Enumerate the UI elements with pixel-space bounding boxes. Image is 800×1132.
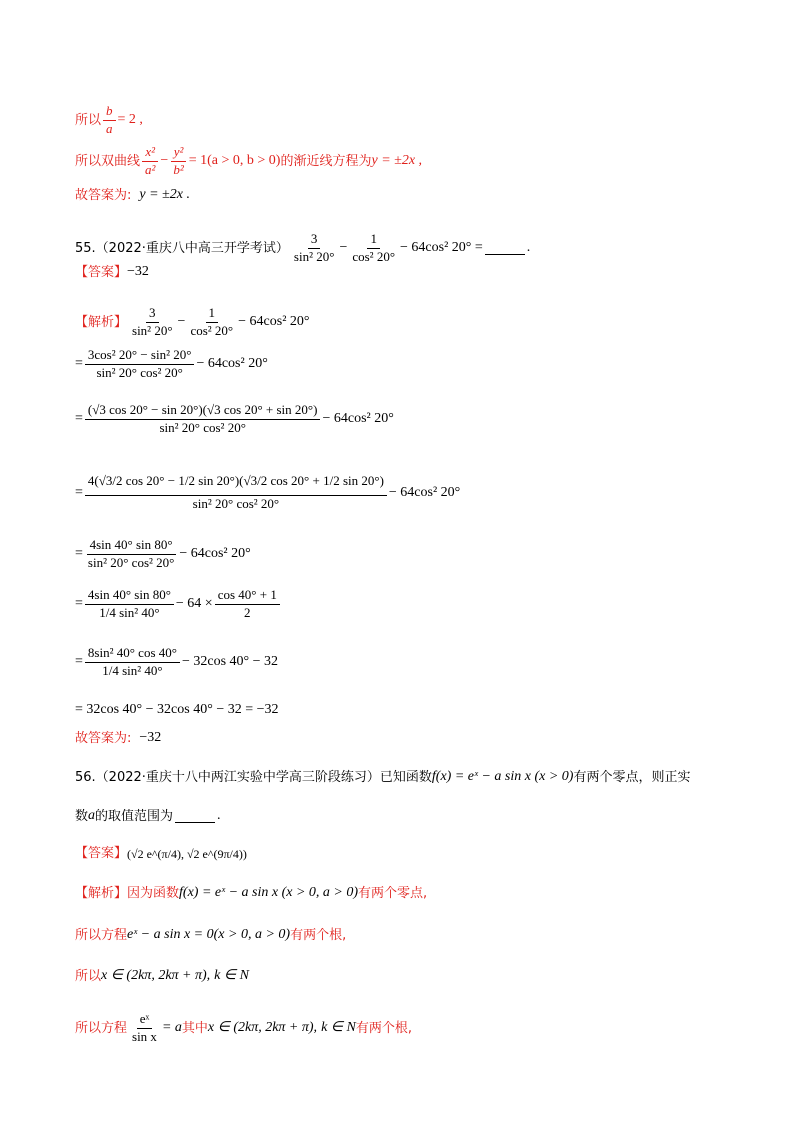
frac-den: sin² 20° cos² 20° (192, 495, 280, 511)
minus-sign: − (339, 240, 348, 256)
k-set: k ∈ N (214, 968, 249, 983)
eq: = a (161, 1020, 182, 1036)
text-prefix: 所以 (75, 112, 102, 128)
analysis-55-step5: = $\frac{4\sin 40^\circ \sin 80^\circ}{\text{sin² 20° cos² 20°}}$ − 64cos² 20° (75, 537, 251, 570)
eq-value: = 2 , (117, 112, 143, 128)
func: f(x) = eˣ − a sin x (x > 0, a > 0) (179, 885, 359, 900)
text: 有两个根, (355, 1020, 412, 1036)
step7-tail: − 32cos 40° − 32 (181, 654, 279, 670)
text: 所以方程 (75, 1020, 128, 1036)
range: x ∈ (2kπ, 2kπ + π), (101, 968, 211, 983)
analysis-56-line3 (75, 969, 249, 983)
text: 数 (75, 808, 89, 824)
text-prefix: 所以双曲线 (75, 153, 141, 169)
frac-den: cos² 20° (352, 248, 396, 264)
analysis-label: 【解析】 (75, 314, 128, 330)
text: 所以方程 (75, 927, 128, 943)
equation: eˣ − a sin x = 0(x > 0, a > 0) (127, 927, 291, 942)
step5-frac (85, 538, 177, 571)
analysis-55-step7: = $\frac{\text{8sin² 40° cos 40°}}{\text{1/4 sin² 40°}}$ − 32cos 40° − 32 (75, 645, 279, 678)
period: . (526, 240, 531, 256)
text: 所以 (75, 968, 102, 984)
text: 有两个零点, (358, 885, 428, 901)
step2-tail: − 64cos² 20° (196, 356, 268, 372)
answer-label: 【答案】 (75, 264, 128, 280)
analysis-55-step1: 【解析】 $\frac{3}{\text{sin² 20°}}$ − $\frac{1}{\text{cos² 20°}}$ − 64cos² 20° (75, 305, 310, 338)
line-hyperbola (75, 145, 422, 178)
text: 的取值范围为 (95, 808, 174, 824)
q56-func: f(x) = eˣ − a sin x (x > 0) (431, 769, 574, 784)
frac-num: 4(√3/2 cos 20° − 1/2 sin 20°)(√3/2 cos 20° + 1/2 sin 20°) (85, 474, 387, 496)
step6-frac1 (85, 588, 174, 621)
question-55 (75, 232, 530, 265)
step3-frac (85, 403, 321, 436)
frac-num: (√3 cos 20° − sin 20°)(√3 cos 20° + sin 20°) (85, 403, 321, 420)
frac-den: 1/4 sin² 40° (102, 662, 163, 678)
text: 有两个根, (290, 927, 347, 943)
frac-den: 1/4 sin² 40° (99, 604, 160, 620)
analysis-56-line2 (75, 928, 346, 942)
fraction-b-over-a (103, 104, 116, 137)
step5-tail: − 64cos² 20° (179, 546, 251, 562)
text-prefix: 故答案为: (75, 187, 132, 203)
analysis-55-step2: = $\frac{\text{3cos² 20° − sin² 20°}}{\text{sin² 20° cos² 20°}}$ − 64cos² 20° (75, 347, 268, 380)
frac-den: b² (173, 161, 184, 177)
frac-num: 1 (367, 232, 380, 249)
answer-eq: y = ±2x . (139, 187, 190, 202)
step1-frac2 (187, 306, 236, 339)
frac-num: cos 40° + 1 (215, 588, 280, 605)
answer-55 (75, 265, 149, 279)
q56-source: 56.（2022·重庆十八中两江实验中学高三阶段练习）已知函数 (75, 769, 432, 785)
step4-frac (85, 474, 387, 512)
frac-den: a² (145, 161, 156, 177)
frac-den: sin² 20° (132, 322, 173, 338)
frac-num: 3 (308, 232, 321, 249)
line-answer-1 (75, 188, 190, 202)
answer-label: 【答案】 (75, 846, 128, 861)
r4-frac (129, 1012, 160, 1045)
frac-den: 2 (244, 604, 251, 620)
step2-frac (85, 348, 195, 381)
range: x ∈ (2kπ, 2kπ + π), (207, 1020, 318, 1036)
frac-den: sin² 20° cos² 20° (87, 554, 175, 570)
q55-frac2 (349, 232, 398, 265)
step4-tail: − 64cos² 20° (388, 484, 461, 500)
frac-num: eˣ (137, 1012, 153, 1029)
step6-frac2 (215, 588, 280, 621)
minus-sign: − (160, 153, 169, 169)
analysis-56-line1 (75, 886, 427, 900)
fraction-x2-a2 (142, 145, 158, 178)
step1-tail: − 64cos² 20° (238, 314, 310, 330)
step6-mid: − 64 × (175, 596, 213, 612)
frac-num: 1 (206, 306, 219, 323)
answer-value: −32 (127, 264, 149, 279)
frac-den: sin² 20° cos² 20° (159, 419, 246, 435)
final-label: 故答案为: (75, 730, 132, 746)
answer-blank (175, 810, 215, 823)
analysis-56-line4 (75, 1012, 412, 1045)
line-ratio (75, 104, 143, 137)
text: 因为函数 (127, 885, 180, 901)
step1-frac1 (129, 306, 176, 339)
step8: = 32cos 40° − 32cos 40° − 32 = −32 (75, 702, 279, 717)
frac-den: a (106, 120, 113, 136)
q55-source: 55.（2022·重庆八中高三开学考试） (75, 240, 289, 256)
analysis-55-step4: = $\frac{4(√3/2 \cos 20^\circ - 1/2 \sin 20^\circ)(√3/2 \cos 20^\circ + 1/2 \sin 20^\circ)}{\text{sin² 20° cos² 20°}}$ − 64cos² 20° (75, 473, 461, 511)
period: . (217, 808, 221, 823)
frac-den: sin x (132, 1028, 157, 1044)
answer-blank (485, 242, 525, 255)
frac-den: cos² 20° (190, 322, 234, 338)
q55-frac1 (291, 232, 338, 265)
frac-num: 4sin 40° sin 80° (87, 538, 176, 555)
fraction-y2-b2 (170, 145, 186, 178)
q56-tail: 有两个零点，则正实 (573, 769, 691, 785)
frac-num: 4sin 40° sin 80° (85, 588, 174, 605)
frac-num: x² (142, 145, 158, 162)
question-56 (75, 770, 690, 784)
frac-num: 3 (146, 306, 159, 323)
question-56-line2 (75, 809, 221, 823)
analysis-55-step3: = $\frac{(√3 \cos 20^\circ - \sin 20^\circ)(√3 \cos 20^\circ + \sin 20^\circ)}{\text{sin² 20° cos² 20°}}$ − 64cos² 20° (75, 402, 394, 435)
final-value: −32 (139, 730, 162, 745)
text-mid: 的渐近线方程为 (280, 153, 372, 169)
analysis-55-step8 (75, 703, 279, 717)
analysis-55-step6: = $\frac{4\sin 40^\circ \sin 80^\circ}{\text{1/4 sin² 40°}}$ − 64 × $\frac{\cos 40^\circ + 1}{2}$ (75, 588, 282, 621)
answer-value: (√2 e^(π/4), √2 e^(9π/4)) (127, 846, 247, 861)
var-a: a (88, 808, 96, 823)
k-set: k ∈ N (321, 1020, 356, 1036)
frac-den: sin² 20° (293, 248, 335, 264)
analysis-label: 【解析】 (75, 885, 128, 901)
frac-den: sin² 20° cos² 20° (96, 364, 183, 380)
text: 其中 (181, 1020, 208, 1036)
frac-num: y² (171, 145, 187, 162)
step3-tail: − 64cos² 20° (322, 411, 394, 427)
answer-55-final (75, 731, 161, 745)
answer-56 (75, 847, 247, 860)
q55-tail: − 64cos² 20° = (400, 240, 483, 256)
frac-num: 3cos² 20° − sin² 20° (85, 348, 195, 365)
condition: = 1(a > 0, b > 0) (188, 153, 281, 169)
frac-num: b (103, 104, 116, 121)
asymptote-eq: y = ±2x , (371, 153, 423, 169)
step7-frac (85, 646, 180, 679)
frac-num: 8sin² 40° cos 40° (85, 646, 180, 663)
